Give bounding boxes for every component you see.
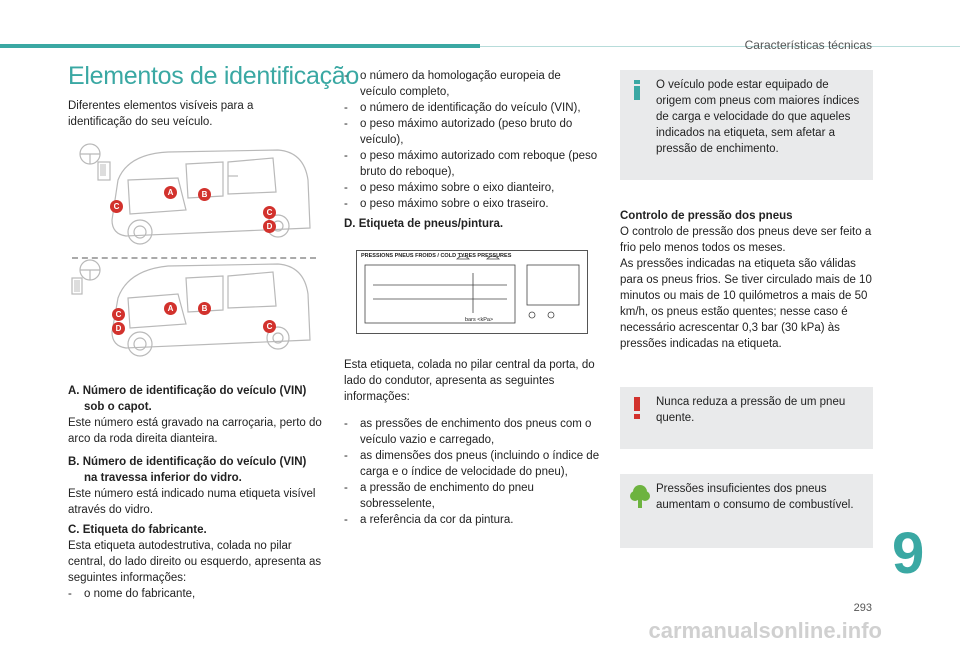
- marker-b: B: [198, 302, 211, 315]
- section-c-list-start: [68, 586, 324, 602]
- section-d-text: Esta etiqueta, colada no pilar central da porta, do lado do condutor, apresenta as seguintes informações:: [344, 359, 595, 403]
- info-note-text: O veículo pode estar equipado de origem com pneus com maiores índices de carga e velocidade do que aqueles indicados na etiqueta, sem afetar a pressão de enchimento.: [656, 79, 860, 155]
- marker-c: C: [263, 320, 276, 333]
- list-item: - o peso máximo sobre o eixo dianteiro,: [344, 180, 600, 196]
- section-a-heading-line1: A. Número de identificação do veículo (VIN): [68, 385, 307, 397]
- chapter-number: 9: [892, 521, 925, 586]
- marker-c: C: [110, 200, 123, 213]
- label-header: PRESSIONS PNEUS FROIDS / COLD TYRES PRESSURES: [361, 253, 512, 259]
- warning-icon: [630, 397, 644, 424]
- section-b: [68, 454, 324, 518]
- pressure-heading: Controlo de pressão dos pneus: [620, 210, 793, 222]
- section-c-heading: C. Etiqueta do fabricante.: [68, 524, 207, 536]
- warning-note-text: Nunca reduza a pressão de um pneu quente.: [656, 396, 846, 424]
- section-title: Características técnicas: [744, 38, 872, 52]
- page-number: 293: [853, 602, 872, 614]
- marker-c: C: [112, 308, 125, 321]
- list-item: - as dimensões dos pneus (incluindo o índice de carga e o índice de velocidade do pneu),: [344, 448, 600, 480]
- van-drawing-top: [68, 140, 318, 252]
- tyre-pressure-label-image: [356, 250, 588, 334]
- marker-a: A: [164, 302, 177, 315]
- section-a-text: Este número está gravado na carroçaria, perto do arco da roda direita dianteira.: [68, 417, 322, 445]
- marker-a: A: [164, 186, 177, 199]
- warning-note: [620, 387, 873, 449]
- van-drawing-bottom: [68, 250, 318, 360]
- section-b-heading-line2: na travessa inferior do vidro.: [84, 472, 242, 484]
- list-item: - a referência da cor da pintura.: [344, 512, 600, 528]
- marker-d: D: [112, 322, 125, 335]
- list-item: - o peso máximo sobre o eixo traseiro.: [344, 196, 600, 212]
- eco-note-text: Pressões insuficientes dos pneus aumentam o consumo de combustível.: [656, 483, 854, 511]
- list-item: - o número da homologação europeia de veículo completo,: [344, 68, 600, 100]
- section-d-list: [344, 416, 600, 528]
- section-d-heading: D. Etiqueta de pneus/pintura.: [344, 218, 504, 230]
- section-a-heading-line2: sob o capot.: [84, 401, 152, 413]
- eco-tree-icon: [630, 484, 650, 513]
- section-c: [68, 522, 324, 602]
- info-note: [620, 70, 873, 180]
- list-item: - o número de identificação do veículo (VIN),: [344, 100, 600, 116]
- marker-c: C: [263, 206, 276, 219]
- header-rule: [480, 46, 960, 47]
- section-a: [68, 383, 324, 447]
- page-title: Elementos de identificação: [68, 62, 359, 90]
- list-item: - o peso máximo autorizado (peso bruto do veículo),: [344, 116, 600, 148]
- list-item: - as pressões de enchimento dos pneus com o veículo vazio e carregado,: [344, 416, 600, 448]
- intro-text: Diferentes elementos visíveis para a identificação do seu veículo.: [68, 100, 254, 128]
- van-illustration-bottom: [68, 250, 318, 360]
- label-units: bars <kPa>: [465, 317, 494, 323]
- section-b-text: Este número está indicado numa etiqueta visível através do vidro.: [68, 488, 316, 516]
- list-item: - o peso máximo autorizado com reboque (peso bruto do reboque),: [344, 148, 600, 180]
- info-icon: [630, 80, 644, 105]
- header-accent-bar: [0, 44, 480, 48]
- pressure-section: [620, 208, 876, 352]
- list-item: - a pressão de enchimento do pneu sobresselente,: [344, 480, 600, 512]
- section-a-heading: [68, 383, 324, 415]
- marker-b: B: [198, 188, 211, 201]
- section-c-text: Esta etiqueta autodestrutiva, colada no pilar central, do lado direito ou esquerdo, apresenta as seguintes informações:: [68, 540, 322, 584]
- van-illustration-top: [68, 140, 318, 252]
- section-b-heading-line1: B. Número de identificação do veículo (VIN): [68, 456, 307, 468]
- eco-note: [620, 474, 873, 548]
- marker-d: D: [263, 220, 276, 233]
- section-c-list-cont: [344, 68, 600, 212]
- pressure-text-1: O controlo de pressão dos pneus deve ser feito a frio pelo menos todos os meses.: [620, 226, 872, 254]
- pressure-text-2: As pressões indicadas na etiqueta são válidas para os pneus frios. Se tiver circulado mais de 10 minutos ou mais de 10 quilómetros a mais de 50 km/h, os pneus estão quentes; nesse caso é necessário acrescentar 0,3 bar (30 kPa) às pressões indicadas na etiqueta.: [620, 258, 872, 350]
- section-b-heading: [68, 454, 324, 486]
- list-item: - o nome do fabricante,: [68, 586, 324, 602]
- watermark: carmanualsonline.info: [648, 618, 882, 643]
